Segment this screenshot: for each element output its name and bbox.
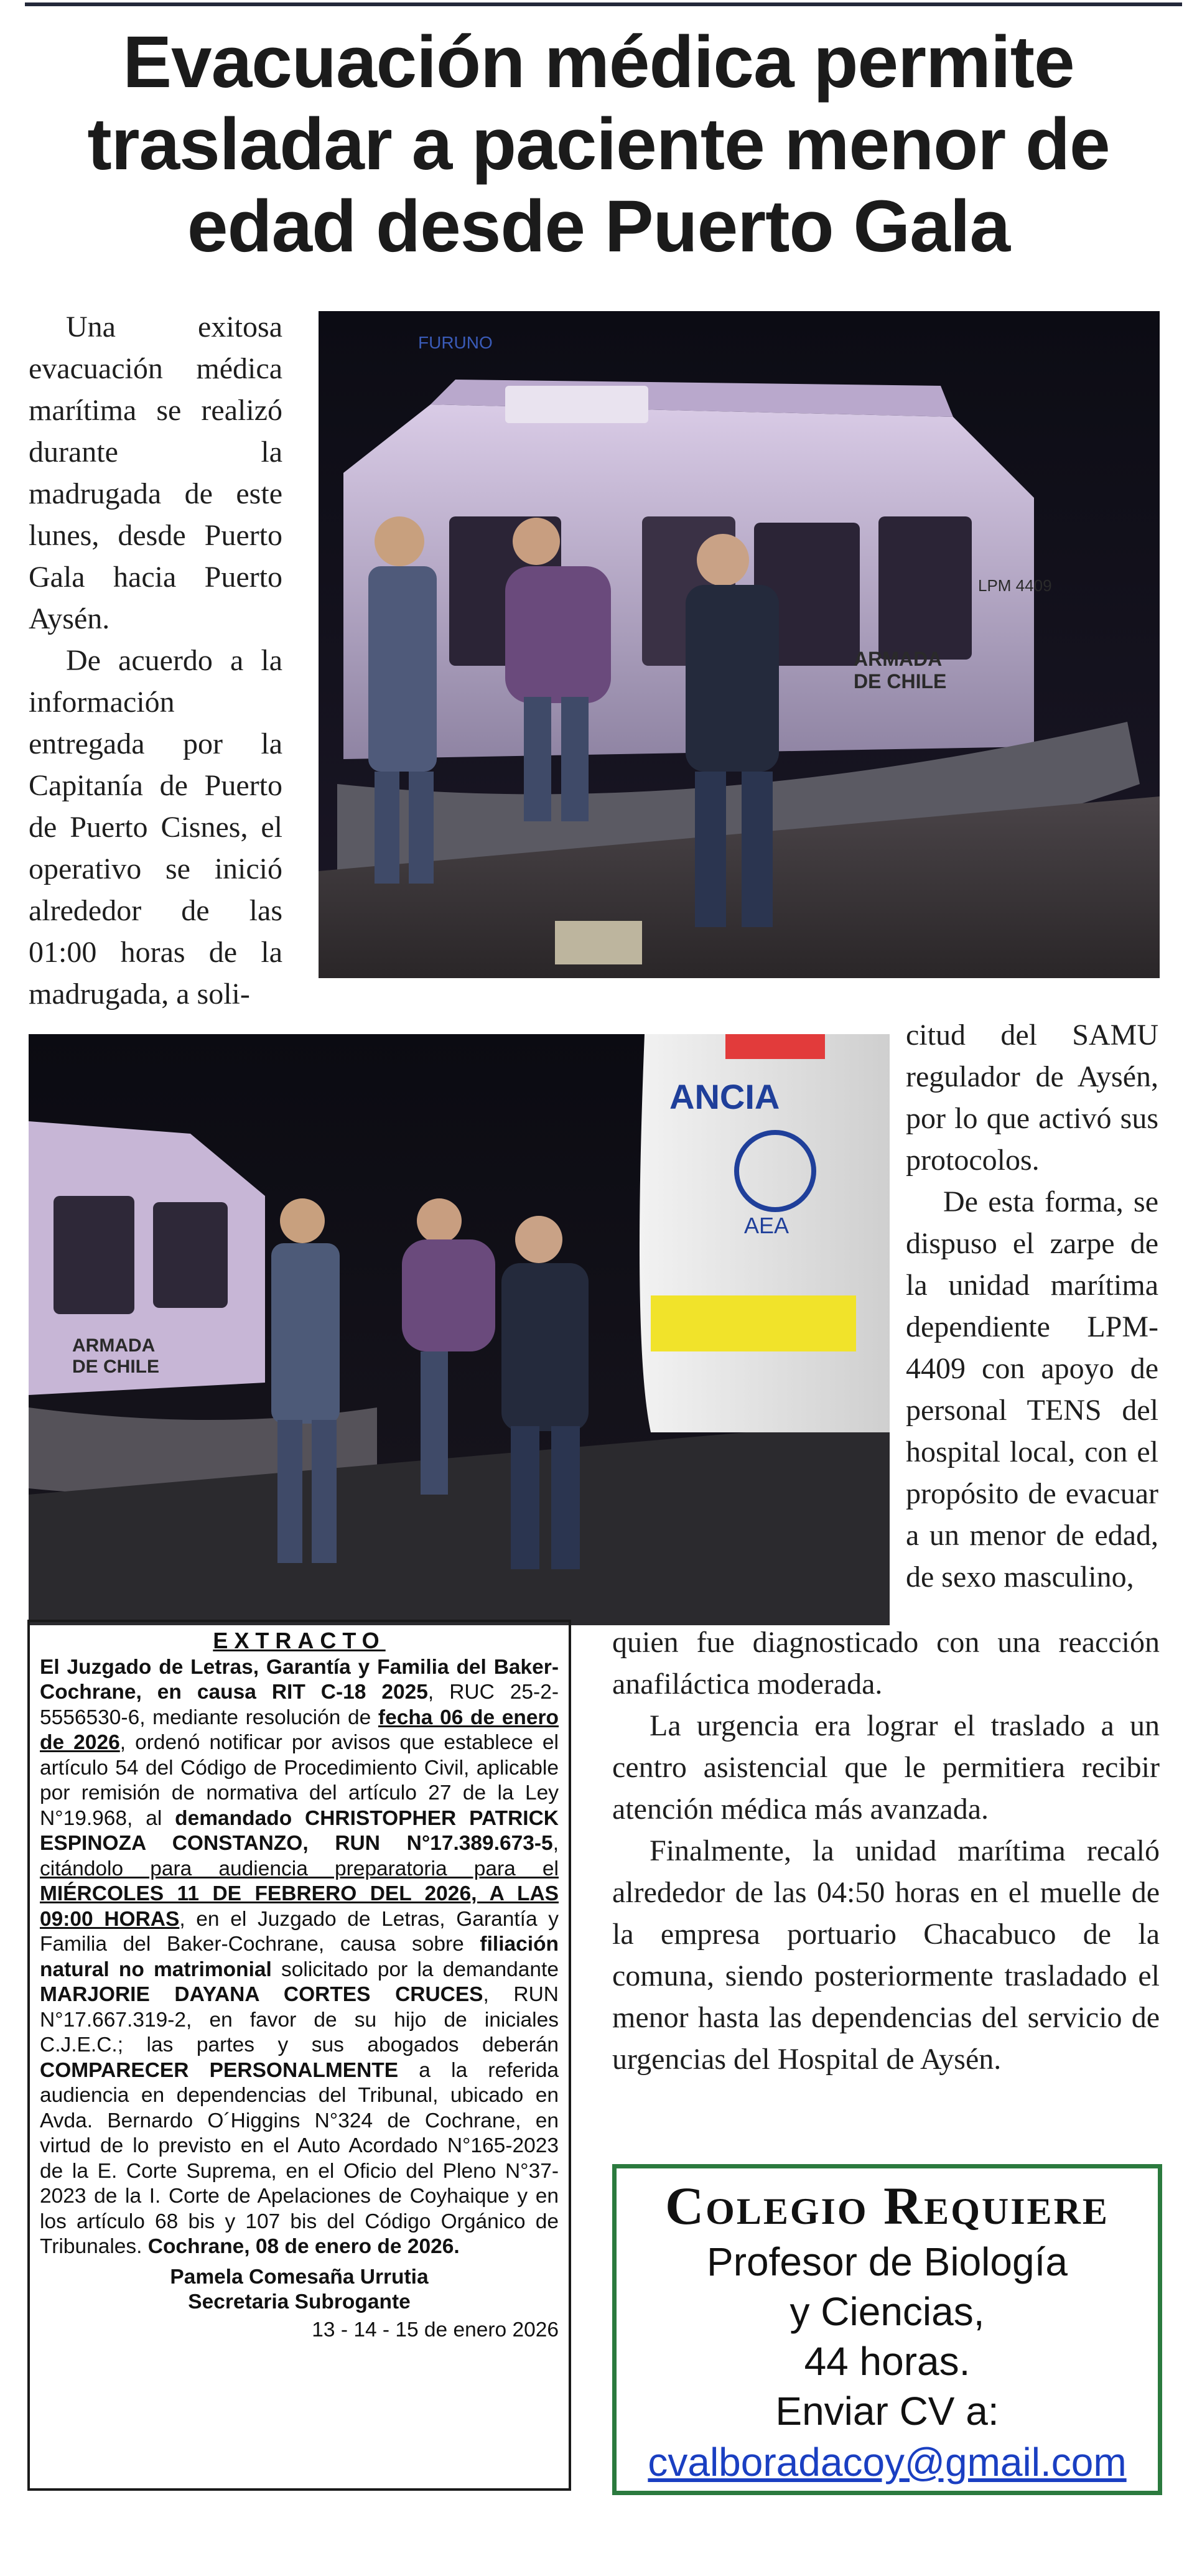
legal-notice-title: EXTRACTO [213,1628,386,1653]
legal-notice-text: , [552,1832,559,1855]
radar-label: FURUNO [418,333,493,352]
legal-notice-text: solicitado por la demandante [271,1958,559,1981]
paragraph: Una exitosa evacuación médica marítima se realizó durante la madrugada de este lunes, desde Puerto Gala hacia Puerto Aysén. [29,310,282,635]
legal-notice-text: MIÉRCOLES 11 DE FEBRERO DEL 2026, A LAS 09:00 HORAS [40,1882,559,1931]
headline-line-2: trasladar a paciente menor de [87,103,1110,185]
legal-notice-text: a la referida audiencia en dependencias del Tribunal, ubicado en Avda. Bernardo O´Higgins N°324 de Cochrane, en virtud de lo previsto en el Auto Acordado N°165-2023 de la E. Corte Suprema, en el Oficio del Pleno N°37-2023 de la I. Corte de Apelaciones de Coyhaique y en los artículo 68 bis y 107 bis del Código Orgánico de Tribunales. [40,2058,559,2258]
legal-notice-text: El Juzgado de Letras, Garantía y Familia del Baker-Cochrane, en causa RIT C-18 2025 [40,1655,559,1704]
signer-title: Secretaria Subrogante [188,2290,411,2313]
photo-boat-boarding [319,311,1160,978]
legal-notice-text: COMPARECER PERSONALMENTE [40,2058,399,2082]
legal-notice-text: filiación natural no matrimonial [40,1933,559,1981]
article-column-1 [29,306,282,1015]
paragraph: Finalmente, la unidad marítima recaló alrededor de las 04:50 horas en el muelle de la empresa portuario Chacabuco de la comuna, siendo posteriormente trasladado el menor hasta las dependencias del servicio de urgencias del Hospital de Aysén. [612,1834,1160,2076]
article-column-3 [612,1622,1160,2080]
ambulance-logo-label: AEA [744,1213,789,1238]
paragraph: De esta forma, se dispuso el zarpe de la unidad marítima dependiente LPM-4409 con apoyo de personal TENS del hospital local, con el propósito de evacuar a un menor de edad, de sexo masculino, [906,1185,1158,1594]
publication-dates: 13 - 14 - 15 de enero 2026 [312,2318,559,2341]
job-ad-line: Enviar CV a: [775,2389,999,2434]
headline-line-1: Evacuación médica permite [123,21,1074,103]
legal-notice-text: MARJORIE DAYANA CORTES CRUCES [40,1983,483,2006]
legal-notice-body [40,1655,559,2260]
paragraph: De acuerdo a la información entregada por la Capitanía de Puerto de Puerto Cisnes, el operativo se inició alrededor de las 01:00 horas de la madrugada, a soli- [29,644,282,1010]
job-ad-line: y Ciencias, [789,2289,985,2334]
paragraph: La urgencia era lograr el traslado a un centro asistencial que le permitiera recibir atención médica más avanzada. [612,1709,1160,1826]
boat-hull-label: ARMADA DE CHILE [854,648,947,693]
boat-number-label: LPM 4409 [978,576,1052,595]
job-ad-box [612,2164,1162,2495]
signer-name: Pamela Comesaña Urrutia [170,2265,429,2289]
paragraph: citud del SAMU regulador de Aysén, por lo que activó sus protocolos. [906,1019,1158,1177]
job-ad-email-link[interactable]: cvalboradacoy@gmail.com [648,2440,1127,2485]
job-ad-line: 44 horas. [804,2339,971,2384]
ambulance [640,1034,890,1432]
top-rule [25,2,1182,6]
ambulance-top-label: ANCIA [669,1077,780,1116]
headline-line-3: edad desde Puerto Gala [187,185,1010,268]
legal-notice-text: , RUC 25-2-5556530-6, mediante resolución de [40,1681,559,1729]
legal-notice-text: citándolo para audiencia preparatoria para el [40,1857,559,1880]
legal-notice-text: , en el Juzgado de Letras, Garantía y Familia del Baker-Cochrane, causa sobre [40,1907,559,1956]
legal-notice-text: , RUN N°17.667.319-2, en favor de su hijo de iniciales C.J.E.C.; las partes y sus abogados deberán [40,1983,559,2056]
legal-notice-text: fecha 06 de enero de 2026 [40,1706,559,1754]
article-column-2 [906,1014,1158,1598]
boat-hull-label: ARMADA DE CHILE [72,1335,160,1377]
job-ad-line: Profesor de Biología [707,2239,1068,2284]
legal-notice-box [27,1620,571,2491]
legal-notice-text: demandado CHRISTOPHER PATRICK ESPINOZA CONSTANZO, RUN N°17.389.673-5 [40,1806,559,1855]
job-ad-title: Colegio Requiere [665,2176,1109,2236]
paragraph: quien fue diagnosticado con una reacción anafiláctica moderada. [612,1626,1160,1701]
legal-notice-signature [40,2265,559,2315]
headline [37,21,1160,268]
photo-ambulance [29,1034,890,1625]
legal-notice-text: Cochrane, 08 de enero de 2026. [147,2235,460,2258]
legal-notice-text: , ordenó notificar por avisos que establece el artículo 54 del Código de Procedimiento Civil, aplicable por remisión de normativa del artículo 27 de la Ley N°19.968, al [40,1731,559,1830]
